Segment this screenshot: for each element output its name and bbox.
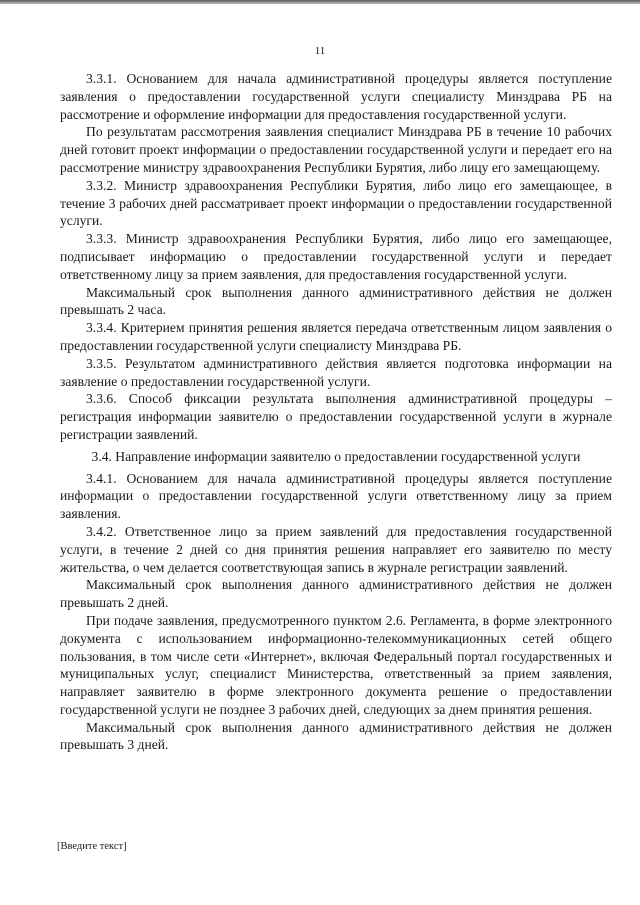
footer-placeholder: [Введите текст] — [57, 841, 127, 852]
document-body — [60, 70, 612, 754]
paragraph-max-time-2-hours: Максимальный срок выполнения данного административного действия не должен превышать 2 часа. — [60, 284, 612, 318]
paragraph-3-4-2: 3.4.2. Ответственное лицо за прием заявлений для предоставления государственной услуги, в течение 2 дней со дня принятия решения направляет его заявителю по месту жительства, о чем делается соответствующая запись в журнале регистрации заявлений. — [60, 523, 612, 575]
paragraph-3-3-5: 3.3.5. Результатом административного действия является подготовка информации на заявление о предоставлении государственной услуги. — [60, 355, 612, 389]
paragraph-max-time-2-days: Максимальный срок выполнения данного административного действия не должен превышать 2 дней. — [60, 577, 612, 611]
scan-edge — [0, 0, 640, 4]
paragraph-3-3-6: 3.3.6. Способ фиксации результата выполнения административной процедуры – регистрация информации заявителю о предоставлении государственной услуги в журнале регистрации заявлений. — [60, 391, 612, 442]
paragraph-max-time-3-days: Максимальный срок выполнения данного административного действия не должен превышать 3 дней. — [60, 719, 612, 753]
page-number: 11 — [314, 45, 326, 57]
paragraph-3-3-3: 3.3.3. Министр здравоохранения Республики Бурятия, либо лицо его замещающее, подписывает информацию о предоставлении государственной услуги и передает ответственному лицу за прием заявления, для предоставления государственной услуги. — [60, 231, 612, 282]
paragraph-3-3-4: 3.3.4. Критерием принятия решения является передача ответственным лицом заявления о предоставлении государственной услуги специалисту Минздрава РБ. — [60, 320, 612, 353]
paragraph-3-3-2: 3.3.2. Министр здравоохранения Республики Бурятия, либо лицо его замещающее, в течение 3 рабочих дней рассматривает проект информации о предоставлении государственной услуги. — [60, 177, 612, 229]
section-heading-3-4: 3.4. Направление информации заявителю о предоставлении государственной услуги — [91, 448, 581, 464]
paragraph-3-4-1: 3.4.1. Основанием для начала административной процедуры является поступление информации о предоставлении государственной услуги ответственному лицу за прием заявления. — [60, 470, 612, 522]
paragraph-review: По результатам рассмотрения заявления специалист Минздрава РБ в течение 10 рабочих дней готовит проект информации о предоставлении государственной услуги и передает его на рассмотрение министру здравоохранения Республики Бурятия, либо лицу его замещающему. — [60, 124, 612, 175]
paragraph-electronic-submission: При подаче заявления, предусмотренного пунктом 2.6. Регламента, в форме электронного документа с использованием информационно-телекоммуникационных сетей общего пользования, в том числе сети «Интернет», включая Федеральный портал государственных и муниципальных услуг, специалист Министерства, ответственный за прием заявления, направляет заявителю в форме электронного документа решение о предоставлении государственной услуги не позднее 3 рабочих дней, следующих за днем принятия решения. — [60, 612, 612, 717]
paragraph-3-3-1: 3.3.1. Основанием для начала административной процедуры является поступление заявления о предоставлении государственной услуги специалисту Минздрава РБ на рассмотрение и оформление информации для предоставления государственной услуги. — [60, 71, 612, 122]
